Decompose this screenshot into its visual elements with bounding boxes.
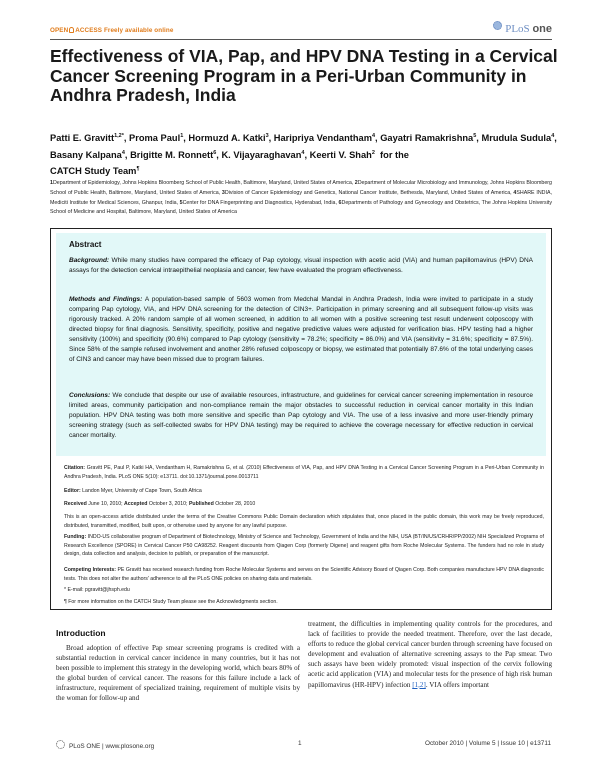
introduction-heading: Introduction [56,628,106,638]
study-team: CATCH Study Team¶ [50,166,140,177]
abstract-methods: Methods and Findings: A population-based sample of 5603 women from Medchal Mandal in Andhra Pradesh, India were invited to participate in a study comparing Pap cytology, VIA, and HPV DNA screening for the detection of CIN3+. Participation in primary screening and all subsequent follow-up visits was rigorously tracked. A 20% random sample of all women screened, in addition to all women with a positive screening test result underwent colposcopy with directed biopsy for final diagnosis. Sensitivity, specificity, positive and negative predictive values were adjusted for verification bias. HPV testing had a higher sensitivity (100%) and specificity (90.6%) compared to Pap cytology (sensitivity = 78.2%; specificity = 86.0%) and VIA (sensitivity = 31.6%; specificity = 87.5%). Since 58% of the sample refused involvement and another 28% refused colposcopy or biopsy, we estimated that potentially 87.6% of the total underlying cases of CIN3 and cancer may have been missed due to program failures. [69,296,533,363]
team-note: ¶ For more information on the CATCH Study Team please see the Acknowledgments section. [64,599,278,605]
author: Mrudula Sudula$^4$ [481,133,555,144]
footer-journal: PLoS ONE | www.plosone.org [56,740,154,750]
contact-email: * E-mail: pgravitt@jhsph.edu [64,587,130,593]
availability-text: Freely available online [103,27,174,34]
author: Patti E. Gravitt$^{1,2*}$ [50,133,124,144]
article-title: Effectiveness of VIA, Pap, and HPV DNA Testing in a Cervical Cancer Screening Program in a Peri-Urban Community in Andhra Pradesh, India [50,46,558,105]
funding: Funding: INDO-US collaborative program of Department of Biotechnology, Ministry of Science and Technology, Government of India and the NIH, USA (BT/IN/US/CRHR/PP/2002) NIH Specialized Programs of Research Excellence (SPORE) in Cervical Cancer P50 CA98252. Reagent discounts from Qiagen Corp (formerly Digene) and reagent gifts from Roche Molecular Systems. The funders had no role in study design, data collection and analysis, decision to publish, or preparation of the manuscript. [64,534,544,558]
intro-column-left: Broad adoption of effective Pap smear screening programs is credited with a substantial reduction in cervical cancer incidence in many countries, but it has not been possible to implement this strategy in the developing world, which bears 80% of the global burden of cervical cancer. The reasons for this failure include a lack of infrastructure, requirement of specialized training, requirement of multiple visits by the woman for follow-up and [56,644,300,703]
page-number: 1 [298,740,302,747]
open-lock-icon [69,27,74,33]
reference-link[interactable]: [1,2] [412,680,426,689]
plos-sun-icon [56,740,65,749]
author: Hormuzd A. Katki$^3$ [188,133,269,144]
abstract-box [56,233,546,456]
abstract-conclusions: Conclusions: We conclude that despite our use of available resources, infrastructure, and guidelines for cervical cancer screening implementation in resource limited areas, community participation and non-compliance remain the major obstacles to successful reduction in cervical cancer mortality in this Indian population. HPV DNA testing was both more sensitive and specific than Pap cytology and VIA. The use of a less invasive and more user-friendly primary screening strategy (such as self-collected swabs for HPV DNA testing) may be required to achieve the coverage necessary for effective reduction in cervical cancer mortality. [69,392,533,439]
author: Brigitte M. Ronnett$^6$ [130,149,217,160]
plos-sun-icon [493,21,502,30]
license: This is an open-access article distributed under the terms of the Creative Commons Public Domain declaration which stipulates that, once placed in the public domain, this work may be freely reproduced, distributed, transmitted, modified, built upon, or otherwise used by anyone for any lawful purpose. [64,514,544,529]
abstract-heading: Abstract [69,240,102,249]
author-list: Patti E. Gravitt$^{1,2*}$, Proma Paul$^1$, Hormuzd A. Katki$^3$, Haripriya Vendantham$^4$, Gayatri Ramakrishna$^5$, Mrudula Sudula$^4$, Basany Kalpana$^4$, Brigitte M. Ronnett$^6$, K. Vijayaraghavan$^4$, Keerti V. Shah$^2$ for the CATCH Study Team¶ [50,133,557,177]
author: K. Vijayaraghavan$^4$ [221,149,305,160]
editor: Editor: Landon Myer, University of Cape Town, South Africa [64,488,202,494]
page-footer [56,740,551,752]
abstract-background: Background: While many studies have compared the efficacy of Pap cytology, visual inspection with acetic acid (VIA) and human papillomavirus (HPV) DNA assays for the detection cervical intraepithelial neoplasia and cancer, few have evaluated the program effectiveness. [69,257,534,274]
affiliations: 1Department of Epidemiology, Johns Hopkins Bloomberg School of Public Health, Baltimore, Maryland, United States of America, 2Department of Molecular Microbiology and Immunology, Johns Hopkins Bloomberg School of Public Health, Baltimore, Maryland, United States of America, 3Division of Cancer Epidemiology and Genetics, National Cancer Institute, Bethesda, Maryland, United States of America, 4SHARE INDIA, Mediciti Institute for Medical Sciences, Ghanpur, India, 5Center for DNA Fingerprinting and Diagnostics, Hyderabad, India, 6Departments of Pathology and Gynecology and Obstetrics, The Johns Hopkins University School of Medicine and Hospital, Baltimore, Maryland, United States of America [50,180,552,216]
author: Haripriya Vendantham$^4$ [273,133,376,144]
competing-interests: Competing Interests: PE Gravitt has received research funding from Roche Molecular Systems and serves on the Scientific Advisory Board of Qiagen Corp. Both companies manufacture HPV DNA diagnostic tests. This does not alter the authors' adherence to all the PLoS ONE policies on sharing data and materials. [64,567,544,582]
plos-one-logo: PLoS one [493,21,552,35]
citation: Citation: Gravitt PE, Paul P, Katki HA, Vendantham H, Ramakrishna G, et al. (2010) Effectiveness of VIA, Pap, and HPV DNA Testing in a Cervical Cancer Screening Program in a Peri-Urban Community in Andhra Pradesh, India. PLoS ONE 5(10): e13711. doi:10.1371/journal.pone.0013711 [64,465,544,480]
author: Basany Kalpana$^4$ [50,149,125,160]
author: Gayatri Ramakrishna$^5$ [380,133,477,144]
dates: Received June 10, 2010; Accepted October 3, 2010; Published October 28, 2010 [64,501,256,507]
author: Keerti V. Shah$^2$ [309,149,375,160]
author: Proma Paul$^1$ [129,133,184,144]
open-access-banner: OPEN ACCESS Freely available online [50,27,174,34]
journal-header [50,24,552,40]
footer-issue: October 2010 | Volume 5 | Issue 10 | e13711 [424,740,551,747]
intro-column-right: treatment, the difficulties in implementing quality controls for the procedures, and lack of facilities to provide the needed treatment. Therefore, over the last decade, efforts to reduce the global cervical cancer burden through screening have focused on development and evaluation of alternative screening assays to the Pap smear. Two such assays have been widely promoted: visual inspection of the cervix following acetic acid application (VIA) and molecular tests for the presence of high risk human papillomavirus (HR-HPV) infection [1,2]. VIA offers important [308,620,552,689]
